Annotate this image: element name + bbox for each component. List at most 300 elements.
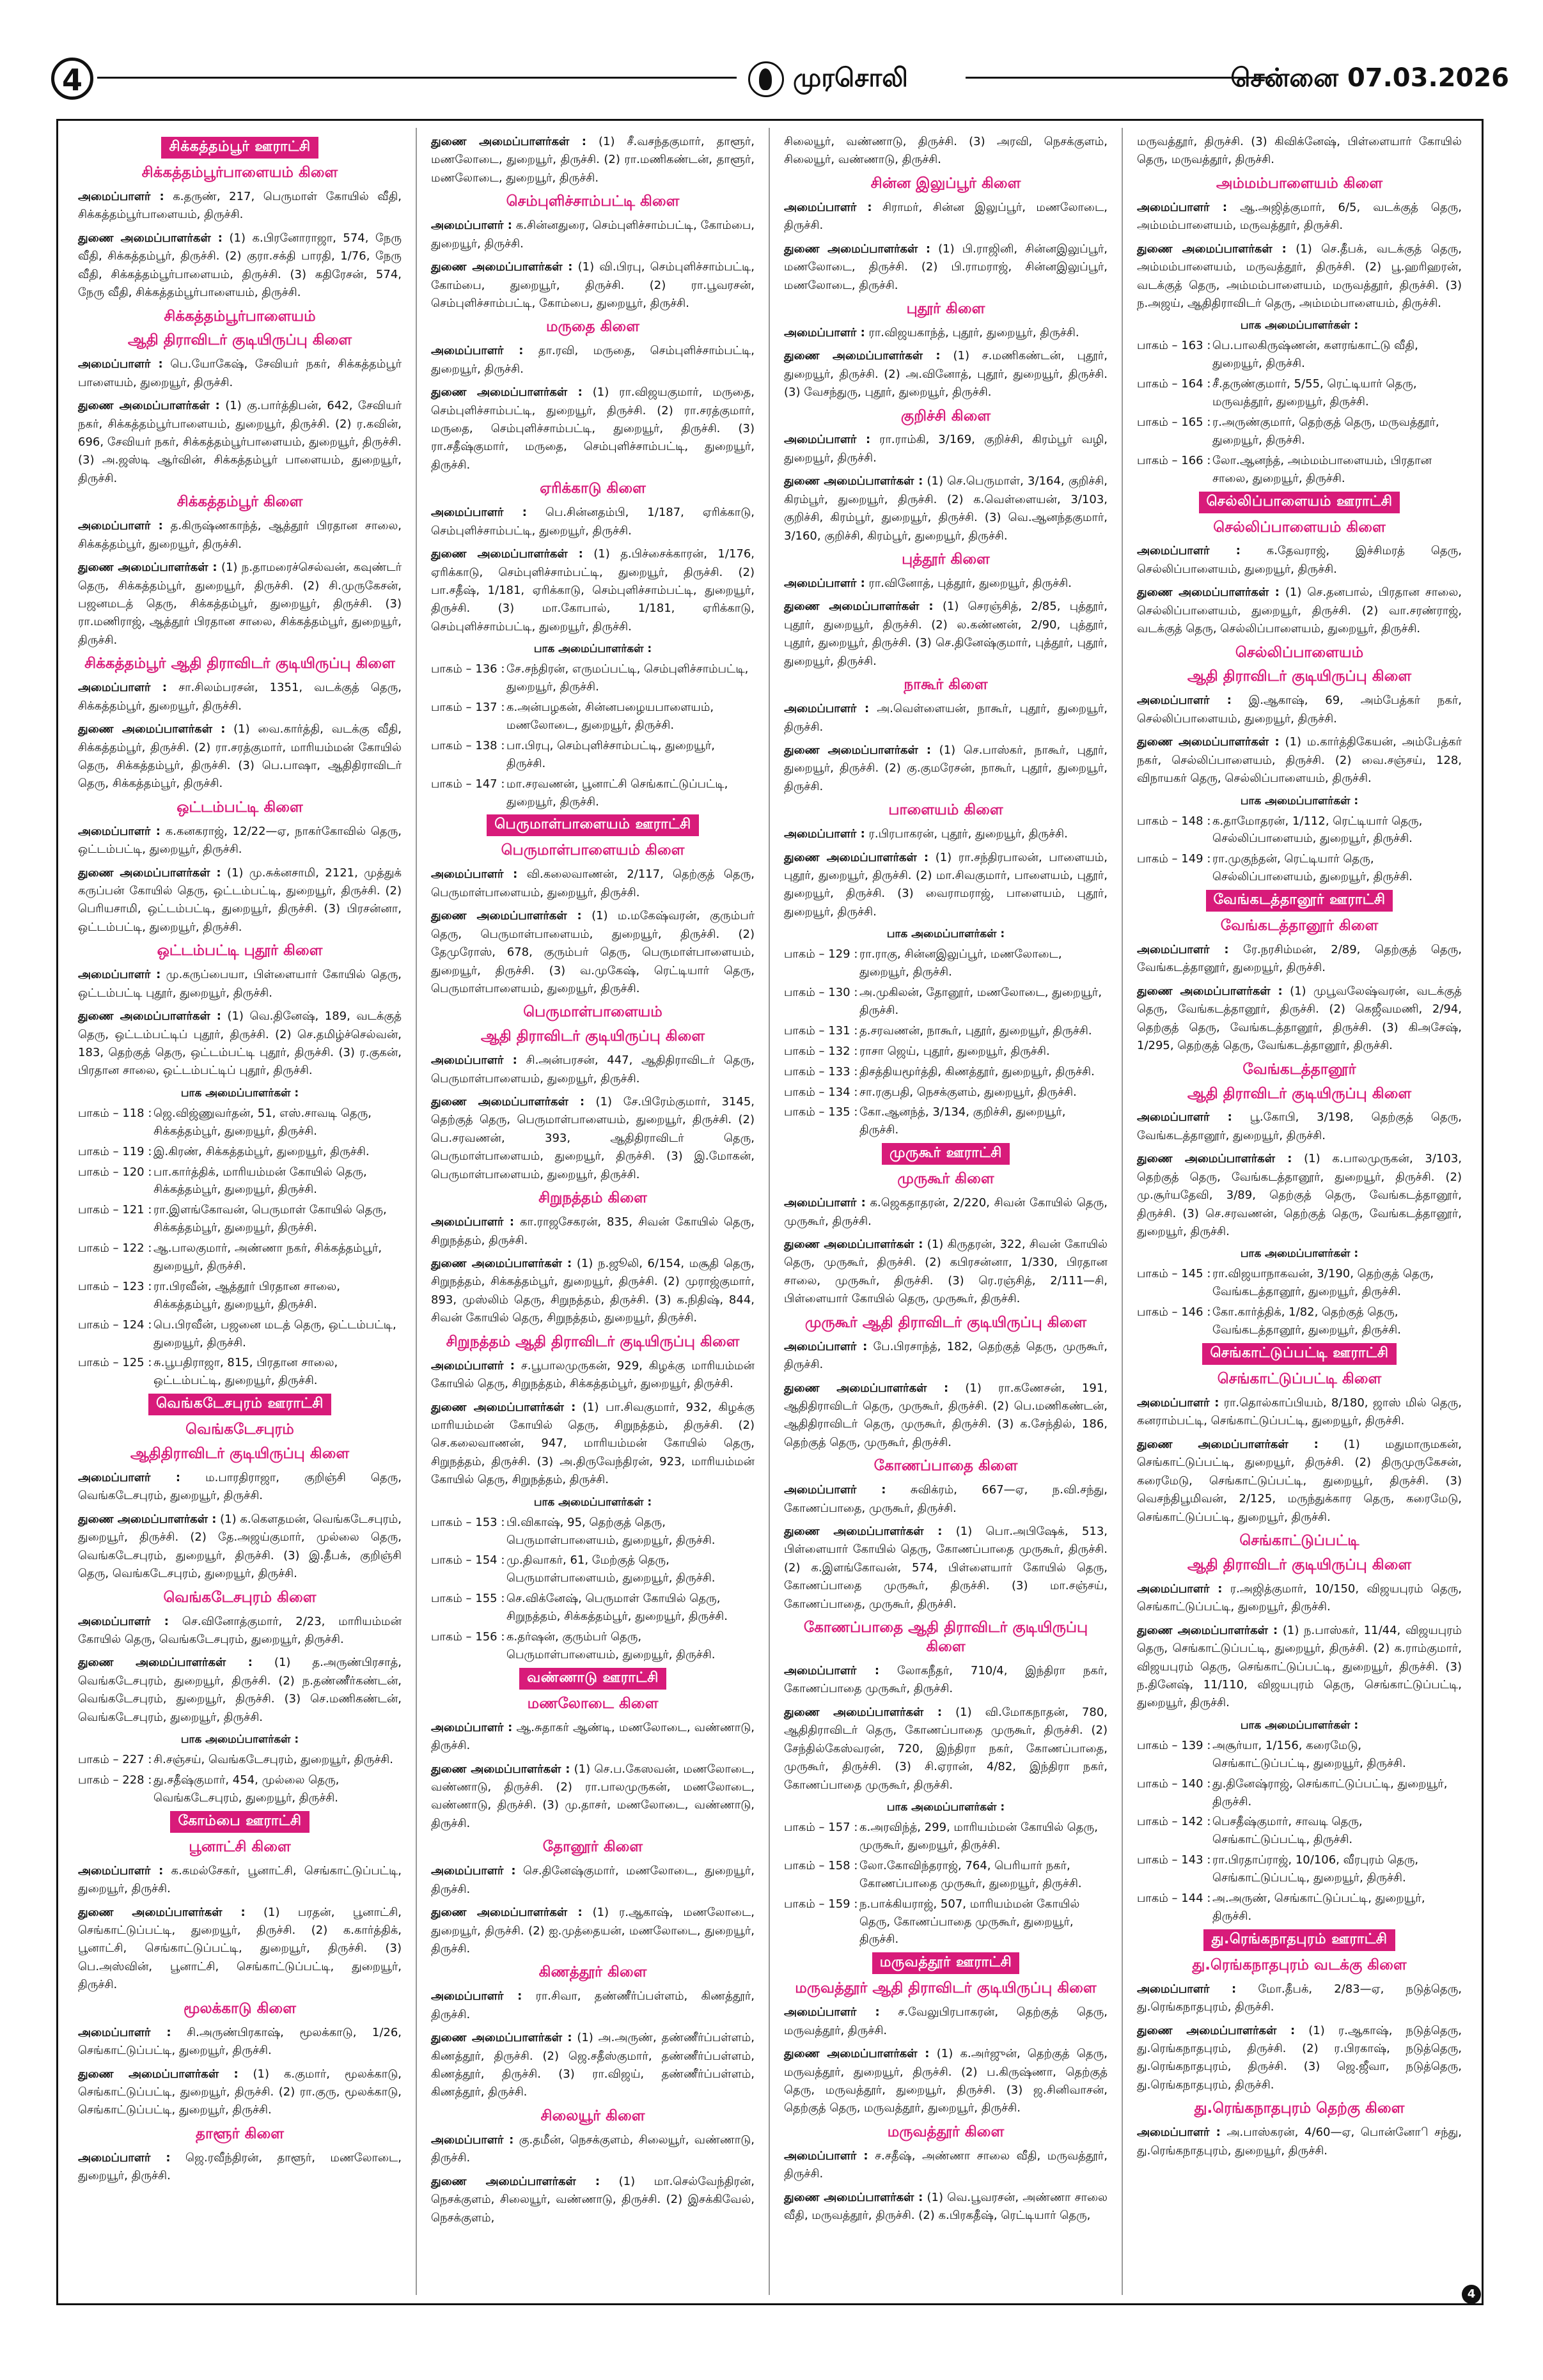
role-label: துணை அமைப்பாளர்கள் : <box>784 1525 943 1539</box>
role-label: துணை அமைப்பாளர்கள் : <box>784 349 941 363</box>
role-label: அமைப்பாளர் : <box>784 2005 880 2019</box>
organiser-entry <box>784 575 1108 593</box>
branch-heading-wrap <box>784 676 1108 695</box>
organiser-details: செ.வினோத்குமார், 2/23, மாரியம்மன் கோயில் தெரு, வெங்கடேசபுரம், துறையூர், திருச்சி. <box>78 1614 402 1646</box>
branch-heading: நாகூர் கிளை <box>904 676 988 694</box>
ward-number: பாகம் – 164 : <box>1137 377 1211 391</box>
ward-row <box>1137 813 1462 848</box>
role-label: துணை அமைப்பாளர்கள் : <box>784 850 929 864</box>
branch-heading-wrap <box>784 550 1108 570</box>
role-label: அமைப்பாளர் : <box>78 1471 181 1484</box>
role-label: அமைப்பாளர் : <box>431 1720 513 1734</box>
role-label: அமைப்பாளர் : <box>431 506 528 520</box>
organiser-entry <box>78 397 402 488</box>
ward-number: பாகம் – 129 : <box>784 947 858 961</box>
ward-row <box>784 1084 1108 1101</box>
organiser-entry <box>784 1523 1108 1614</box>
ward-section-heading: பாக அமைப்பாளர்கள் : <box>1240 794 1359 807</box>
organiser-details: சிலையூர், வண்ணாடு, திருச்சி. (3) அரவி, நெசக்குளம், சிலையூர், வண்ணாடு, திருச்சி. <box>784 135 1108 167</box>
organiser-details: க.தருண், 217, பெருமாள் கோயில் வீதி, சிக்கத்தம்பூர்பாளையம், திருச்சி. <box>78 189 402 222</box>
ward-organiser: ரா.முகுந்தன், ரெட்டியார் தெரு, செல்லிப்பாளையம், துறையூர், திருச்சி. <box>1212 852 1413 884</box>
page-number-badge: 4 <box>51 58 93 100</box>
organiser-entry <box>784 1194 1108 1231</box>
ward-row <box>784 1063 1108 1081</box>
role-label: அமைப்பாளர் : <box>1137 1582 1223 1596</box>
branch-heading-wrap <box>431 1695 755 1714</box>
ward-organiser: மு.திவாகர், 61, மேற்குத் தெரு, பெருமாள்பாளையம், துறையூர், திருச்சி. <box>506 1553 716 1585</box>
ward-organiser: பி.விகாஷ், 95, தெற்குத் தெரு, பெருமாள்பாளையம், துறையூர், திருச்சி. <box>506 1515 716 1547</box>
ward-number: பாகம் – 163 : <box>1137 339 1211 353</box>
role-label: அமைப்பாளர் : <box>431 219 512 233</box>
branch-heading: மருவத்தூர் ஆதி திராவிடர் குடியிருப்பு கிளை <box>795 1980 1097 1997</box>
organiser-entry <box>78 1613 402 1649</box>
role-label: துணை அமைப்பாளர்கள் : <box>431 2174 600 2188</box>
ward-row <box>431 1514 755 1550</box>
organiser-entry <box>1137 941 1462 977</box>
branch-heading: ஆதி திராவிடர் குடியிருப்பு கிளை <box>480 1028 705 1045</box>
branch-heading: செல்லிப்பாளையம் <box>1235 644 1364 661</box>
council-heading: து.ரெங்கநாதபுரம் ஊராட்சி <box>1203 1929 1395 1951</box>
branch-heading: வெங்கடேசபுரம் <box>185 1421 294 1438</box>
organiser-entry <box>78 229 402 302</box>
organiser-details: (1) க.பிரனோராஜா, 574, நேரு வீதி, சிக்கத்தம்பூர், திருச்சி. (2) குரா.சக்தி பாரதி, 1/76, நேரு வீதி, சிக்கத்தம்பூர்பாளையம், திருச்சி. (3) கதிரேசன், 574, நேரு வீதி, சிக்கத்தம்பூர்பாளையம், திருச்சி. <box>78 231 402 300</box>
organiser-details: (1) ம.கார்த்திகேயன், அம்பேத்கர் நகர், செல்லிப்பாளையம், திருச்சி. (2) வை.சஞ்சய், 128, விநாயகர் தெரு, செல்லிப்பாளையம், திருச்சி. <box>1137 735 1462 786</box>
role-label: அமைப்பாளர் : <box>1137 694 1232 708</box>
role-label: துணை அமைப்பாளர்கள் : <box>784 1238 923 1252</box>
organiser-entry <box>431 1255 755 1328</box>
ward-row <box>1137 1813 1462 1849</box>
branch-heading: புத்தூர் கிளை <box>902 551 990 568</box>
organiser-entry <box>1137 1580 1462 1617</box>
branch-heading-wrap <box>784 1457 1108 1476</box>
ward-number: பாகம் – 147 : <box>431 777 505 791</box>
ward-row <box>431 699 755 735</box>
ward-organiser: செ.விக்னேஷ், பெருமாள் கோயில் தெரு, சிறுநத்தம், சிக்கத்தம்பூர், துறையூர், திருச்சி. <box>506 1592 728 1624</box>
organiser-details: (1) சே.பிரேம்குமார், 3145, தெற்குத் தெரு, பெருமாள்பாளையம், துறையூர், திருச்சி. (2) பெ.சரவணன், 393, ஆதிதிராவிடர் தெரு, பெருமாள்பாளையம், துறையூர், திருச்சி. (3) இ.மோகன், பெருமாள்பாளையம், துறையூர், திருச்சி. <box>431 1095 755 1181</box>
organiser-entry <box>1137 2124 1462 2160</box>
branch-heading: மருவத்தூர் கிளை <box>887 2123 1005 2140</box>
organiser-entry <box>784 1481 1108 1518</box>
ward-organiser: க.தாமோதரன், 1/112, ரெட்டியார் தெரு, செல்லிப்பாளையம், துறையூர், திருச்சி. <box>1212 814 1423 846</box>
role-label: துணை அமைப்பாளர்கள் : <box>78 722 226 736</box>
ward-number: பாகம் – 142 : <box>1137 1815 1211 1829</box>
organiser-details: வி.கலைவாணன், 2/117, தெற்குத் தெரு, பெருமாள்பாளையம், துறையூர், திருச்சி. <box>431 867 755 899</box>
role-label: அமைப்பாளர் : <box>784 827 865 841</box>
organiser-entry <box>78 517 402 554</box>
organiser-entry <box>431 907 755 998</box>
council-heading: வெங்கடேசபுரம் ஊராட்சி <box>148 1394 331 1415</box>
organiser-entry <box>784 1236 1108 1309</box>
ward-number: பாகம் – 159 : <box>784 1897 858 1911</box>
role-label: அமைப்பாளர் : <box>431 344 524 358</box>
organiser-details: மு.கருப்பையா, பிள்ளையார் கோயில் தெரு, ஒட்டம்பட்டி புதூர், துறையூர், திருச்சி. <box>78 968 402 1000</box>
organiser-details: (1) பி.ராஜினி, சின்னஇலுப்பூர், மணலோடை, திருச்சி. (2) பி.ராமராஜ், சின்னஇலுப்பூர், மணலோடை, திருச்சி. <box>784 242 1108 292</box>
organiser-details: சா.சிலம்பரசன், 1351, வடக்குத் தெரு, சிக்கத்தம்பூர், துறையூர், திருச்சி. <box>78 681 402 713</box>
branch-heading: ஆதி திராவிடர் குடியிருப்பு கிளை <box>127 332 352 349</box>
ward-number: பாகம் – 149 : <box>1137 852 1211 866</box>
role-label: துணை அமைப்பாளர்கள் : <box>431 260 573 274</box>
ward-organiser: பெ.பிரவீன், பஜனை மடத் தெரு, ஒட்டம்பட்டி, துறையூர், திருச்சி. <box>153 1318 396 1349</box>
role-label: துணை அமைப்பாளர்கள் : <box>78 231 223 245</box>
organiser-entry <box>431 1093 755 1184</box>
organiser-details: சுவிக்ரம், 667—ஏ, ந.வி.சந்து, கோணப்பாதை, முருகூர், திருச்சி. <box>784 1483 1108 1515</box>
branch-heading-wrap <box>1137 917 1462 936</box>
ward-organiser: ந.பாக்கியராஜ், 507, மாரியம்மன் கோயில் தெரு, கோணப்பாதை முருகூர், துறையூர், திருச்சி. <box>859 1897 1080 1947</box>
organiser-entry <box>78 720 402 793</box>
ward-organiser: ராசா ஜெய், புதூர், துறையூர், திருச்சி. <box>859 1044 1050 1058</box>
organiser-entry <box>784 1338 1108 1374</box>
ward-row <box>1137 414 1462 449</box>
organiser-entry <box>431 384 755 474</box>
organiser-entry <box>431 1862 755 1899</box>
role-label: துணை அமைப்பாளர்கள் : <box>784 600 934 614</box>
role-label: துணை அமைப்பாளர்கள் : <box>431 909 582 923</box>
organiser-entry <box>431 217 755 253</box>
role-label: அமைப்பாளர் : <box>784 1664 880 1678</box>
organiser-entry <box>78 559 402 649</box>
organiser-entry <box>1137 199 1462 235</box>
ward-number: பாகம் – 166 : <box>1137 453 1211 467</box>
organiser-details: இ.ஆகாஷ், 69, அம்பேத்கர் நகர், செல்லிப்பாளையம், துறையூர், திருச்சி. <box>1137 694 1462 726</box>
ward-number: பாகம் – 155 : <box>431 1592 505 1606</box>
organiser-details: (1) ந.தாமரைச்செல்வன், கவுண்டர் தெரு, சிக்கத்தம்பூர், துறையூர், திருச்சி. (2) சி.முருகேசன், பஜனமடத் தெரு, சிக்கத்தம்பூர், துறையூர், திருச்சி. (3) ரா.மணிராஜ், ஆத்தூர் பிரதான சாலை, சிக்கத்தம்பூர், துறையூர், திருச்சி. <box>78 561 402 647</box>
organiser-entry <box>431 1719 755 1755</box>
ward-row <box>78 1105 402 1140</box>
content-columns <box>64 128 1477 2295</box>
role-label: அமைப்பாளர் : <box>78 681 168 695</box>
branch-heading-wrap <box>431 1189 755 1208</box>
branch-heading-wrap <box>784 1314 1108 1333</box>
role-label: அமைப்பாளர் : <box>784 577 865 590</box>
role-label: அமைப்பாளர் : <box>431 1215 515 1229</box>
branch-heading: செல்லிப்பாளையம் கிளை <box>1213 518 1386 536</box>
organiser-entry <box>431 1357 755 1394</box>
branch-heading: சிறுநத்தம் ஆதி திராவிடர் குடியிருப்பு கிளை <box>446 1333 740 1350</box>
organiser-entry <box>1137 542 1462 579</box>
ward-row <box>1137 1851 1462 1887</box>
ward-number: பாகம் – 143 : <box>1137 1853 1211 1867</box>
branch-heading-wrap <box>1137 518 1462 538</box>
organiser-details: ச.பூபாலமுருகன், 929, கிழக்கு மாரியம்மன் கோயில் தெரு, சிறுநத்தம், சிக்கத்தம்பூர், துறையூர், திருச்சி. <box>431 1358 755 1391</box>
role-label: அமைப்பாளர் : <box>431 1054 517 1068</box>
ward-section-heading: பாக அமைப்பாளர்கள் : <box>886 928 1005 941</box>
ward-organiser: லோ.கோவிந்தராஜ், 764, பெரியார் நகர், கோணப்பாதை முருகூர், துறையூர், திருச்சி. <box>859 1858 1082 1890</box>
branch-heading: அம்மம்பாளையம் கிளை <box>1216 175 1383 192</box>
ward-organiser: ரா.பிரதாப்ராஜ், 10/106, வீரபுரம் தெரு, செங்காட்டுப்பட்டி, துறையூர், திருச்சி. <box>1212 1853 1419 1885</box>
ward-row <box>78 1278 402 1314</box>
ward-number: பாகம் – 157 : <box>784 1821 858 1835</box>
organiser-details: க.கனகராஜ், 12/22—ஏ, நாகர்கோவில் தெரு, ஒட்டம்பட்டி, துறையூர், திருச்சி. <box>78 824 402 857</box>
ward-row <box>1137 452 1462 488</box>
ward-row <box>78 1751 402 1769</box>
ward-number: பாகம் – 146 : <box>1137 1305 1211 1319</box>
ward-number: பாகம் – 156 : <box>431 1630 505 1644</box>
ward-number: பாகம் – 118 : <box>78 1106 152 1120</box>
organiser-entry <box>431 2173 755 2227</box>
ward-organiser: பெசதீஷ்குமார், சாவடி தெரு, செங்காட்டுப்பட்டி, திருச்சி. <box>1212 1815 1363 1847</box>
organiser-details: (1) செ.தனபால், பிரதான சாலை, செல்லிப்பாளையம், துறையூர், திருச்சி. (2) வா.சரண்ராஜ், வடக்குத் தெரு, செல்லிப்பாளையம், துறையூர், திருச்சி. <box>1137 586 1462 636</box>
organiser-entry <box>431 133 755 187</box>
organiser-entry <box>78 864 402 937</box>
organiser-details: அ.வெள்ளையன், நாகூர், புதூர், துறையூர், திருச்சி. <box>784 702 1108 734</box>
ward-row <box>784 945 1108 981</box>
role-label: அமைப்பாளர் : <box>78 519 163 533</box>
organiser-entry <box>431 342 755 378</box>
role-label: துணை அமைப்பாளர்கள் : <box>1137 242 1287 256</box>
organiser-entry <box>431 504 755 540</box>
branch-heading-wrap <box>78 798 402 818</box>
column-1 <box>64 128 417 2295</box>
council-heading-wrap <box>431 814 755 836</box>
role-label: துணை அமைப்பாளர்கள் : <box>431 2031 572 2045</box>
role-label: துணை அமைப்பாளர்கள் : <box>78 1512 217 1526</box>
organiser-details: (1) பரதன், பூனாட்சி, செங்காட்டுப்பட்டி, துறையூர், திருச்சி. (2) க.கார்த்திக், பூனாட்சி, செங்காட்டுப்பட்டி, துறையூர், திருச்சி. (3) பெ.அஸ்வின், பூனாட்சி, செங்காட்டுப்பட்டி, துறையூர், திருச்சி. <box>78 1905 402 1992</box>
ward-row <box>431 1590 755 1626</box>
organiser-details: ரா.விஜயகாந்த், புதூர், துறையூர், திருச்சி. <box>865 325 1079 339</box>
branch-heading-wrap <box>784 175 1108 194</box>
ward-section-heading: பாக அமைப்பாளர்கள் : <box>533 1495 652 1509</box>
organiser-details: ச.வேலுபிரபாகரன், தெற்குத் தெரு, மருவத்தூர், திருச்சி. <box>784 2005 1108 2037</box>
role-label: அமைப்பாளர் : <box>784 2149 868 2163</box>
ward-number: பாகம் – 227 : <box>78 1753 152 1767</box>
branch-heading-wrap <box>78 1838 402 1857</box>
organiser-details: சிராமர், சின்ன இலுப்பூர், மணலோடை, திருச்சி. <box>784 200 1108 233</box>
ward-section-heading: பாக அமைப்பாளர்கள் : <box>1240 319 1359 332</box>
branch-heading-wrap <box>78 2000 402 2019</box>
branch-heading: கோணப்பாதை கிளை <box>873 1458 1018 1475</box>
organiser-entry <box>78 679 402 715</box>
branch-heading: து.ரெங்கநாதபுரம் தெற்கு கிளை <box>1194 2100 1405 2117</box>
organiser-entry <box>784 2003 1108 2040</box>
ward-number: பாகம் – 144 : <box>1137 1891 1211 1905</box>
organiser-details: ச.சதீஷ், அண்ணா சாலை வீதி, மருவத்தூர், திருச்சி. <box>784 2149 1108 2181</box>
role-label: துணை அமைப்பாளர்கள் : <box>431 1256 572 1270</box>
role-label: அமைப்பாளர் : <box>78 1614 169 1628</box>
ward-row <box>78 1354 402 1390</box>
role-label: துணை அமைப்பாளர்கள் : <box>784 2047 930 2061</box>
ward-organiser: த.சரவணன், நாகூர், புதூர், துறையூர், திருச்சி. <box>859 1023 1092 1038</box>
organiser-details: பெ.யோகேஷ், சேவியர் நகர், சிக்கத்தம்பூர் பாளையம், துறையூர், திருச்சி. <box>78 357 402 389</box>
organiser-details: (1) த.பிச்சைக்காரன், 1/176, ஏரிக்காடு, செம்புளிச்சாம்பட்டி, துறையூர், திருச்சி. (2) பா.சதீஷ், 1/181, ஏரிக்காடு, செம்புளிச்சாம்பட்டி, துறையூர், திருச்சி. (3) மா.கோபால், 1/181, ஏரிக்காடு, செம்புளிச்சாம்பட்டி, துறையூர், திருச்சி. <box>431 547 755 634</box>
organiser-entry <box>431 1761 755 1833</box>
branch-heading-wrap <box>78 1420 402 1440</box>
role-label: துணை அமைப்பாளர்கள் : <box>784 1705 943 1719</box>
ward-row <box>431 1628 755 1664</box>
role-label: துணை அமைப்பாளர்கள் : <box>78 399 220 413</box>
role-label: அமைப்பாளர் : <box>1137 943 1229 957</box>
ward-organiser: க.அரவிந்த், 299, மாரியம்மன் கோயில் தெரு, முருகூர், துறையூர், திருச்சி. <box>859 1821 1098 1852</box>
organiser-details: பூ.கோபி, 3/198, தெற்குத் தெரு, வேங்கடத்தானூர், துறையூர், திருச்சி. <box>1137 1110 1462 1142</box>
branch-heading: செங்காட்டுப்பட்டி <box>1239 1532 1359 1549</box>
ward-organiser: திசத்தியமூர்த்தி, கிணத்தூர், துறையூர், திருச்சி. <box>859 1064 1095 1078</box>
branch-heading-wrap <box>784 300 1108 319</box>
council-heading-wrap <box>784 1952 1108 1974</box>
ward-row <box>1137 375 1462 411</box>
role-label: அமைப்பாளர் : <box>431 1989 522 2003</box>
organiser-entry <box>1137 983 1462 1055</box>
council-heading-wrap <box>431 1668 755 1690</box>
branch-heading: வெங்கடேசபுரம் கிளை <box>163 1589 317 1606</box>
ward-organiser: ஜெ.விஜ்ணுவர்தன், 51, எஸ்.சாவடி தெரு, சிக்கத்தம்பூர், துறையூர், திருச்சி. <box>153 1106 372 1138</box>
branch-heading: செங்காட்டுப்பட்டி கிளை <box>1217 1371 1382 1388</box>
role-label: துணை அமைப்பாளர்கள் : <box>1137 735 1280 749</box>
branch-heading: ஒட்டம்பட்டி கிளை <box>176 798 303 816</box>
organiser-entry <box>784 133 1108 169</box>
ward-row <box>784 1857 1108 1893</box>
role-label: அமைப்பாளர் : <box>1137 1110 1232 1124</box>
role-label: துணை அமைப்பாளர்கள் : <box>1137 984 1283 998</box>
role-label: அமைப்பாளர் : <box>78 1863 164 1878</box>
ward-number: பாகம் – 131 : <box>784 1023 858 1038</box>
branch-heading-wrap <box>78 331 402 350</box>
ward-number: பாகம் – 154 : <box>431 1553 505 1567</box>
organiser-details: (1) க.கௌதமன், வெங்கடேசபுரம், துறையூர், திருச்சி. (2) தே.அஜய்குமார், முல்லை தெரு, வெங்கடேசபுரம், துறையூர், திருச்சி. (3) இ.தீபக், குறிஞ்சி தெரு, வெங்கடேசபுரம், துறையூர், திருச்சி. <box>78 1512 402 1581</box>
branch-heading: சிக்கத்தம்பூர்பாளையம் <box>164 307 316 325</box>
branch-heading-wrap <box>784 1979 1108 1998</box>
role-label: துணை அமைப்பாளர்கள் : <box>1137 1152 1292 1166</box>
organiser-details: ம.பாரதிராஜா, குறிஞ்சி தெரு, வெங்கடேசபுரம், துறையூர், திருச்சி. <box>78 1471 402 1503</box>
paper-title <box>748 60 908 98</box>
branch-heading: புதூர் கிளை <box>906 300 985 317</box>
ward-organiser: இ.கிரண், சிக்கத்தம்பூர், துறையூர், திருச்சி. <box>153 1144 370 1158</box>
role-label: அமைப்பாளர் : <box>784 200 872 214</box>
role-label: துணை அமைப்பாளர்கள் : <box>1137 1437 1319 1451</box>
organiser-details: (1) வி.பிரபு, செம்புளிச்சாம்பட்டி, கோம்பை, துறையூர், திருச்சி. (2) ரா.பூவரசன், செம்புளிச்சாம்பட்டி, கோம்பை, துறையூர், திருச்சி. <box>431 260 755 310</box>
ward-row <box>78 1201 402 1237</box>
branch-heading: ஆதி திராவிடர் குடியிருப்பு கிளை <box>1187 1085 1412 1102</box>
organiser-details: க.சின்னதுரை, செம்புளிச்சாம்பட்டி, கோம்பை, துறையூர், திருச்சி. <box>431 219 755 251</box>
organiser-entry <box>784 199 1108 235</box>
branch-heading-wrap <box>1137 175 1462 194</box>
organiser-details: கா.ராஜசேகரன், 835, சிவன் கோயில் தெரு, சிறுநத்தம், திருச்சி. <box>431 1215 755 1247</box>
ward-organiser: சா.ரகுபதி, நெசக்குளம், துறையூர், திருச்சி. <box>859 1085 1077 1099</box>
ward-row <box>1137 337 1462 373</box>
branch-heading: மூலக்காடு கிளை <box>184 2000 296 2017</box>
ward-number: பாகம் – 138 : <box>431 738 505 752</box>
ward-organiser: ரா.ராகு, சின்னஇலுப்பூர், மணலோடை, துறையூர், திருச்சி. <box>859 947 1062 979</box>
organiser-details: (1) பா.சிவகுமார், 932, கிழக்கு மாரியம்மன் கோயில் தெரு, சிறுநத்தம், திருச்சி. (2) செ.கலைவாணன், 947, மாரியம்மன் கோயில் தெரு, சிறுநத்தம், திருச்சி. (3) அ.திருவேந்திரன், 923, மாரியம்மன் கோயில் தெரு, சிறுநத்தம், திருச்சி. <box>431 1400 755 1487</box>
ward-organiser: அ.முகிலன், தோனூர், மணலோடை, துறையூர், திருச்சி. <box>859 986 1102 1018</box>
branch-heading: ஆதி திராவிடர் குடியிருப்பு கிளை <box>1187 1556 1412 1573</box>
role-label: அமைப்பாளர் : <box>78 824 161 838</box>
branch-heading: சிலையூர் கிளை <box>540 2107 645 2124</box>
organiser-details: (1) வெ.பூவரசன், அண்ணா சாலை வீதி, மருவத்தூர், திருச்சி. (2) க.பிரகதீஷ், ரெட்டியார் தெரு, <box>784 2190 1108 2223</box>
ward-organiser: பா.கார்த்திக், மாரியம்மன் கோயில் தெரு, சிக்கத்தம்பூர், துறையூர், திருச்சி. <box>153 1165 367 1197</box>
footer-page-number: 4 <box>1462 2285 1481 2304</box>
ward-section-heading: பாக அமைப்பாளர்கள் : <box>180 1733 299 1746</box>
council-heading: செல்லிப்பாளையம் ஊராட்சி <box>1199 492 1400 513</box>
branch-heading-wrap <box>1137 1956 1462 1975</box>
organiser-entry <box>78 1469 402 1505</box>
organiser-details: (1) அ.அருண், தண்ணீர்ப்பள்ளம், கிணத்தூர், திருச்சி. (2) ஜெ.சதீஸ்குமார், தண்ணீர்ப்பள்ளம், கிணத்தூர், திருச்சி. (3) ரா.விஜய், தண்ணீர்ப்பள்ளம், கிணத்தூர், திருச்சி. <box>431 2031 755 2099</box>
branch-heading-wrap <box>1137 2099 1462 2119</box>
organiser-entry <box>78 1654 402 1727</box>
ward-row <box>1137 1775 1462 1811</box>
organiser-entry <box>431 1399 755 1489</box>
organiser-entry <box>784 347 1108 401</box>
ward-number: பாகம் – 165 : <box>1137 415 1211 429</box>
council-heading: மருவத்தூர் ஊராட்சி <box>872 1952 1020 1974</box>
organiser-details: ஜெ.ரவீந்திரன், தாளூர், மணலோடை, துறையூர், திருச்சி. <box>78 2151 402 2183</box>
role-label: துணை அமைப்பாளர்கள் : <box>1137 1623 1278 1637</box>
organiser-details: (1) மதுமாருமகன், செங்காட்டுப்பட்டி, துறையூர், திருச்சி. (2) திருமுருகேசன், கரைமேடு, செங்காட்டுப்பட்டி, துறையூர், திருச்சி. (3) வெசந்திபூமிவன், 2/125, மருந்துக்கார தெரு, கரைமேடு, செங்காட்டுப்பட்டி, துறையூர், திருச்சி. <box>1137 1437 1462 1524</box>
organiser-entry <box>78 1904 402 1995</box>
council-heading: பெருமாள்பாளையம் ஊராட்சி <box>487 814 699 836</box>
organiser-details: (1) கு.பார்த்திபன், 642, சேவியர் நகர், சிக்கத்தம்பூர்பாளையம், துறையூர், திருச்சி. (2) ர.கவின், 696, சேவியர் நகர், சிக்கத்தம்பூர்பாளையம், துறையூர், திருச்சி. (3) அ.ஜஸ்டி ஆர்வின், சிக்கத்தம்பூர் பாளையம், துறையூர், திருச்சி. <box>78 399 402 485</box>
branch-heading-wrap <box>1137 1556 1462 1575</box>
role-label: அமைப்பாளர் : <box>784 1483 886 1497</box>
ward-row <box>431 775 755 811</box>
organiser-details: (1) வை.கார்த்தி, வடக்கு வீதி, சிக்கத்தம்பூர், திருச்சி. (2) ரா.சரத்குமார், மாரியம்மன் கோயில் தெரு, சிக்கத்தம்பூர், திருச்சி. (3) பெ.பாஷா, ஆதிதிராவிடர் தெரு, சிக்கத்தம்பூர், திருச்சி. <box>78 722 402 791</box>
branch-heading-wrap <box>1137 1370 1462 1389</box>
ward-number: பாகம் – 133 : <box>784 1064 858 1078</box>
role-label: அமைப்பாளர் : <box>784 433 871 447</box>
ward-number: பாகம் – 132 : <box>784 1044 858 1058</box>
column-3 <box>770 128 1123 2295</box>
ward-number: பாகம் – 228 : <box>78 1773 152 1787</box>
organiser-entry <box>784 849 1108 922</box>
organiser-entry <box>784 2147 1108 2184</box>
branch-heading-wrap <box>1137 667 1462 687</box>
branch-heading: ஏரிக்காடு கிளை <box>540 480 646 497</box>
organiser-details: (1) வெ.தினேஷ், 189, வடக்குத் தெரு, ஒட்டம்பட்டிப் புதூர், திருச்சி. (2) செ.தமிழ்ச்செல்வன், 183, தெற்குத் தெரு, ஒட்டம்பட்டி புதூர், திருச்சி. (3) ர.குகன், பிரதான சாலை, ஒட்டம்பட்டிப் புதூர், திருச்சி. <box>78 1009 402 1078</box>
organiser-details: (1) செரஞ்சித், 2/85, புத்தூர், புதூர், துறையூர், திருச்சி. (2) ல.கண்ணன், 2/90, புத்தூர், புதூர், துறையூர், திருச்சி. (3) செ.தினேஷ்குமார், புத்தூர், புதூர், துறையூர், திருச்சி. <box>784 600 1108 668</box>
organiser-details: மருவத்தூர், திருச்சி. (3) கிவிக்னேஷ், பிள்ளையார் கோயில் தெரு, மருவத்தூர், திருச்சி. <box>1137 135 1462 167</box>
organiser-details: ரே.நரசிம்மன், 2/89, தெற்குத் தெரு, வேங்கடத்தானூர், துறையூர், திருச்சி. <box>1137 943 1462 975</box>
ward-number: பாகம் – 134 : <box>784 1085 858 1099</box>
role-label: துணை அமைப்பாளர்கள் : <box>78 866 221 880</box>
dateline: சென்னை 07.03.2026 <box>1230 63 1509 93</box>
organiser-entry <box>78 823 402 859</box>
role-label: துணை அமைப்பாளர்கள் : <box>431 1762 570 1776</box>
ward-organiser: அசூர்யா, 1/156, கரைமேடு, செங்காட்டுப்பட்டி, துறையூர், திருச்சி. <box>1212 1738 1406 1770</box>
ward-section-heading: பாக அமைப்பாளர்கள் : <box>886 1801 1005 1814</box>
role-label: அமைப்பாளர் : <box>431 1864 516 1878</box>
organiser-details: செ.தினேஷ்குமார், மணலோடை, துறையூர், திருச்சி. <box>431 1864 755 1896</box>
ward-organiser: பெ.பாலகிருஷ்ணன், களரங்காட்டு வீதி, துறையூர், திருச்சி. <box>1212 339 1418 371</box>
organiser-entry <box>1137 584 1462 638</box>
organiser-entry <box>1137 240 1462 313</box>
ward-number: பாகம் – 135 : <box>784 1105 858 1119</box>
organiser-details: (1) ர.ஆகாஷ், நடுத்தெரு, து.ரெங்கநாதபுரம், திருச்சி. (2) ர.பிரகாஷ், நடுத்தெரு, து.ரெங்கநாதபுரம், திருச்சி. (3) ஜெ.ஜீவா, நடுத்தெரு, து.ரெங்கநாதபுரம், திருச்சி. <box>1137 2023 1462 2092</box>
role-label: துணை அமைப்பாளர்கள் : <box>431 385 583 400</box>
role-label: துணை அமைப்பாளர்கள் : <box>431 1095 585 1109</box>
branch-heading-wrap <box>1137 1532 1462 1551</box>
branch-heading-wrap <box>431 1838 755 1857</box>
role-label: அமைப்பாளர் : <box>78 968 161 982</box>
organiser-details: (1) செ.பெருமாள், 3/164, குறிச்சி, கிரம்பூர், துறையூர், திருச்சி. (2) க.வெள்ளையன், 3/103, குறிச்சி, கிரம்பூர், துறையூர், திருச்சி. (3) வெ.ஆனந்தகுமார், 3/160, குறிச்சி, கிரம்பூர், துறையூர், திருச்சி. <box>784 474 1108 543</box>
organiser-entry <box>78 1862 402 1899</box>
organiser-details: ஆ.சுதாகர் ஆண்டி, மணலோடை, வண்ணாடு, திருச்சி. <box>431 1720 755 1753</box>
organiser-details: (1) ரா.சந்திரபாலன், பாளையம், புதூர், துறையூர், திருச்சி. (2) மா.சிவகுமார், பாளையம், புதூர், துறையூர், திருச்சி. (3) வைராமராஜ், பாளையம், புதூர், துறையூர், திருச்சி. <box>784 850 1108 919</box>
branch-heading: ஒட்டம்பட்டி புதூர் கிளை <box>157 942 323 960</box>
organiser-details: (1) மு.சுக்னசாமி, 2121, முத்துக் கருப்பன் கோயில் தெரு, ஒட்டம்பட்டி, துறையூர், திருச்சி. (2) பெரியசாமி, ஒட்டம்பட்டி, துறையூர், திருச்சி. (3) பிரசன்னா, ஒட்டம்பட்டி, துறையூர், திருச்சி. <box>78 866 402 934</box>
role-label: அமைப்பாளர் : <box>784 1196 866 1210</box>
ward-organiser: சு.பூபதிராஜா, 815, பிரதான சாலை, ஒட்டம்பட்டி, துறையூர், திருச்சி. <box>153 1356 338 1388</box>
organiser-details: (1) பொ.அபிஷேக், 513, பிள்ளையார் கோயில் தெரு, கோணப்பாதை முருகூர், திருச்சி. (2) க.இளங்கோவன், 574, பிள்ளையார் கோயில் தெரு, கோணப்பாதை முருகூர், திருச்சி. (3) மா.சஞ்சய், கோணப்பாதை, முருகூர், திருச்சி. <box>784 1525 1108 1611</box>
ward-organiser: சி.சஞ்சய், வெங்கடேசபுரம், துறையூர், திருச்சி. <box>153 1753 393 1767</box>
branch-heading-wrap <box>431 1963 755 1982</box>
ward-organiser: ரா.பிரவீன், ஆத்தூர் பிரதான சாலை, சிக்கத்தம்பூர், துறையூர், திருச்சி. <box>153 1279 340 1311</box>
branch-heading: ஆதி திராவிடர் குடியிருப்பு கிளை <box>1187 668 1412 685</box>
ward-organiser: ரா.விஜயாநாகவன், 3/190, தெற்குத் தெரு, வேங்கடத்தானூர், துறையூர், திருச்சி. <box>1212 1267 1434 1299</box>
ward-row <box>431 737 755 773</box>
ward-organiser: கோ.ஆனந்த், 3/134, குறிச்சி, துறையூர், திருச்சி. <box>859 1105 1066 1137</box>
organiser-details: ரா.ராம்கி, 3/169, குறிச்சி, கிரம்பூர் வழி, துறையூர், திருச்சி. <box>784 433 1108 465</box>
role-label: அமைப்பாளர் : <box>78 2151 171 2165</box>
organiser-details: ரா.தொல்காப்பியம், 8/180, ஜாஸ் மில் தெரு, கனராம்பட்டி, செங்காட்டுப்பட்டி, துறையூர், திருச்சி. <box>1137 1396 1462 1428</box>
branch-heading-wrap <box>784 1619 1108 1657</box>
